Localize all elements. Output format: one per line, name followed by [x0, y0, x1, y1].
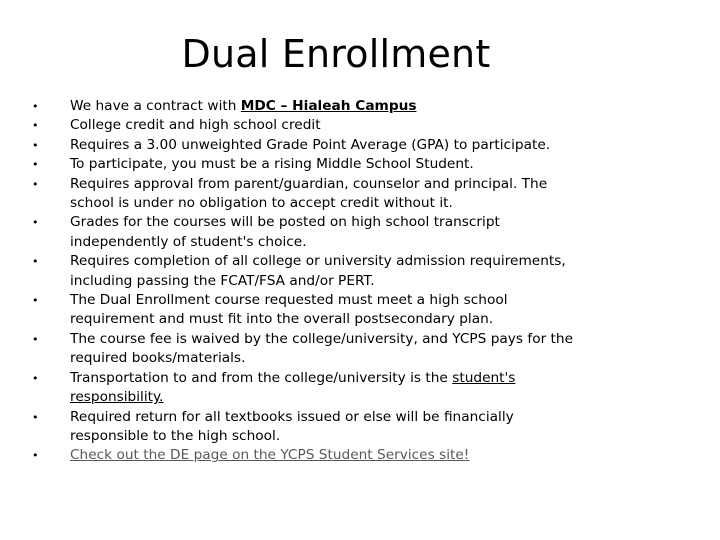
- bullet-item-approval: [0, 175, 720, 214]
- emphasis-text: responsibility.: [70, 389, 164, 406]
- bullet-icon: •: [32, 216, 39, 230]
- bullet-text: Requires approval from parent/guardian, counselor and principal. The: [70, 175, 548, 192]
- bullet-item-admission: [0, 252, 720, 291]
- bullet-item-link: [0, 446, 720, 465]
- bullet-text: school is under no obligation to accept credit without it.: [70, 195, 453, 212]
- bullet-item-transportation: [0, 369, 720, 408]
- bullet-icon: •: [32, 449, 39, 463]
- bullet-item-contract: [0, 97, 720, 116]
- bullet-item-fee: [0, 330, 720, 369]
- bullet-item-gpa: [0, 136, 720, 155]
- bullet-icon: •: [32, 138, 39, 152]
- bullet-text: required books/materials.: [70, 350, 246, 367]
- bullet-text: We have a contract with: [70, 98, 241, 114]
- bullet-item-textbooks: [0, 408, 720, 447]
- bullet-text: including passing the FCAT/FSA and/or PERT.: [70, 272, 375, 289]
- student-services-link[interactable]: Check out the DE page on the YCPS Student Services site!: [70, 447, 470, 464]
- bullet-text: To participate, you must be a rising Middle School Student.: [70, 156, 474, 173]
- bullet-list: [0, 97, 720, 466]
- bullet-item-requirement: [0, 291, 720, 330]
- bullet-text: responsible to the high school.: [70, 427, 281, 444]
- bullet-icon: •: [32, 119, 39, 133]
- bullet-icon: •: [32, 294, 39, 308]
- bullet-text: College credit and high school credit: [70, 117, 321, 134]
- bullet-text: requirement and must fit into the overall postsecondary plan.: [70, 311, 494, 328]
- bullet-icon: •: [32, 332, 39, 346]
- bullet-item-grades: [0, 213, 720, 252]
- bullet-text: Grades for the courses will be posted on high school transcript: [70, 214, 500, 231]
- bullet-text: The course fee is waived by the college/university, and YCPS pays for the: [70, 330, 574, 347]
- emphasis-text: student's: [452, 369, 516, 386]
- bullet-icon: •: [32, 158, 39, 172]
- bullet-icon: •: [32, 410, 39, 424]
- bullet-text: Required return for all textbooks issued or else will be financially: [70, 408, 514, 425]
- bullet-text: Transportation to and from the college/university is the: [70, 369, 453, 386]
- bullet-item-credit: [0, 116, 720, 135]
- bullet-text: The Dual Enrollment course requested must meet a high school: [70, 292, 508, 309]
- bullet-icon: •: [32, 255, 39, 269]
- bullet-text: Requires a 3.00 unweighted Grade Point Average (GPA) to participate.: [70, 136, 551, 153]
- bullet-text: Requires completion of all college or university admission requirements,: [70, 253, 566, 270]
- campus-name: MDC – Hialeah Campus: [240, 98, 417, 114]
- bullet-text: independently of student's choice.: [70, 233, 307, 250]
- slide-title: Dual Enrollment: [181, 32, 491, 76]
- bullet-item-eligibility: [0, 155, 720, 174]
- bullet-icon: •: [32, 371, 39, 385]
- bullet-icon: •: [32, 177, 39, 191]
- bullet-icon: •: [32, 100, 39, 113]
